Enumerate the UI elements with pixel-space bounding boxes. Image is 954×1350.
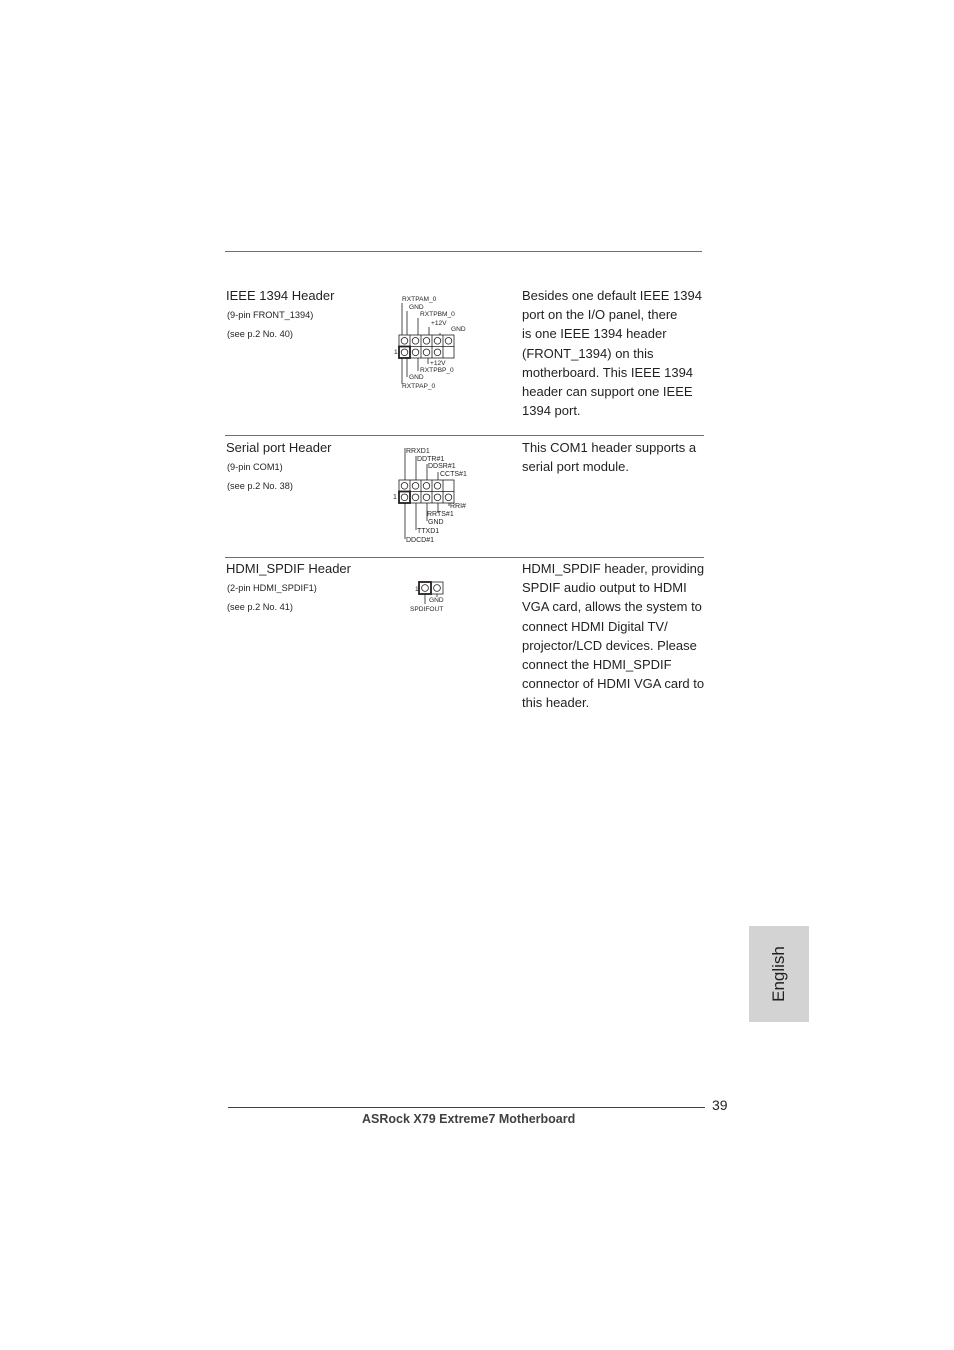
serial-title: Serial port Header <box>226 440 332 455</box>
hdmi-spdif-title: HDMI_SPDIF Header <box>226 561 351 576</box>
pin-label: RXTPBP_0 <box>420 367 454 374</box>
ieee1394-subtitle: (9-pin FRONT_1394) <box>227 310 314 320</box>
pin-label: RRXD1 <box>406 448 430 455</box>
pin-label: RXTPBM_0 <box>420 311 455 318</box>
pin-label: +12V <box>431 320 447 327</box>
pin-label: TTXD1 <box>417 528 440 535</box>
pin-label: DDSR#1 <box>428 463 456 470</box>
top-rule <box>225 251 702 252</box>
footer-rule <box>228 1107 705 1108</box>
pin-label: SPDIFOUT <box>410 606 444 613</box>
ieee1394-page-ref: (see p.2 No. 40) <box>227 329 293 339</box>
pin-one-marker: 1 <box>394 349 398 356</box>
pin-label: GND <box>429 597 444 604</box>
hdmi-spdif-pinout-diagram <box>400 578 460 618</box>
serial-pinout-diagram <box>390 442 480 548</box>
language-tab-label: English <box>769 946 788 1002</box>
language-tab <box>749 926 809 1022</box>
serial-description: This COM1 header supports a serial port module. <box>522 440 697 475</box>
pin-label: CCTS#1 <box>440 471 467 478</box>
pin-label: RXTPAP_0 <box>402 383 436 390</box>
footer-text: ASRock X79 Extreme7 Motherboard <box>362 1112 576 1126</box>
serial-page-ref: (see p.2 No. 38) <box>227 481 293 491</box>
hdmi-spdif-page-ref: (see p.2 No. 41) <box>227 602 293 612</box>
ieee1394-description: Besides one default IEEE 1394 port on the I/O panel, there is one IEEE 1394 header (FRONT_1394) on this motherboard. This IEEE 1394 header can support one IEEE 1394 port. <box>522 288 702 419</box>
ieee1394-pinout-diagram <box>390 290 480 394</box>
section-divider <box>225 557 704 558</box>
pin-label: GND <box>428 519 444 526</box>
page-number: 39 <box>712 1097 728 1113</box>
ieee1394-title: IEEE 1394 Header <box>226 288 335 303</box>
hdmi-spdif-subtitle: (2-pin HDMI_SPDIF1) <box>227 583 317 593</box>
pin-label: GND <box>409 304 424 311</box>
hdmi-spdif-description: HDMI_SPDIF header, providing SPDIF audio output to HDMI VGA card, allows the system to connect HDMI Digital TV/ projector/LCD devices. Please connect the HDMI_SPDIF connector of HDMI VGA card to this header. <box>522 561 705 711</box>
pin-one-marker: 1 <box>415 586 419 593</box>
pin-label: GND <box>409 374 424 381</box>
pin-label: DDTR#1 <box>417 456 445 463</box>
pin-one-marker: 1 <box>393 494 397 501</box>
pin-label: DDCD#1 <box>406 537 435 544</box>
serial-subtitle: (9-pin COM1) <box>227 462 283 472</box>
pin-label: RRTS#1 <box>427 511 454 518</box>
pin-label: RRI# <box>450 503 466 510</box>
pin-label: RXTPAM_0 <box>402 296 437 303</box>
pin-label: +12V <box>430 360 446 367</box>
pin-label: GND <box>451 326 466 333</box>
section-divider <box>225 435 704 436</box>
